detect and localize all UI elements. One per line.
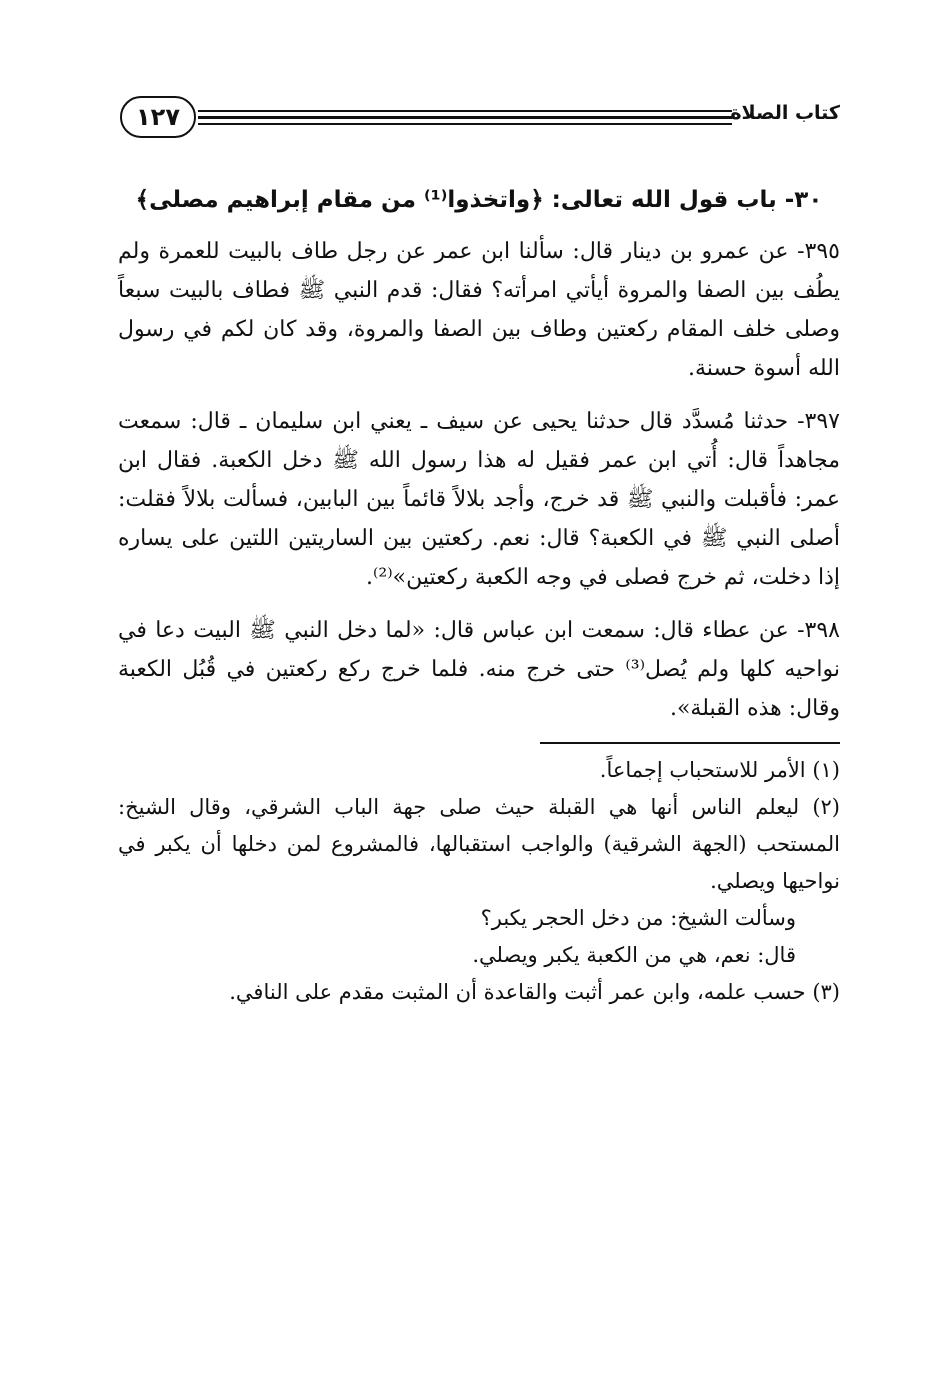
chapter-title: ٣٠- باب قول الله تعالى: ﴿واتخذوا⁽¹⁾ من مقام إبراهيم مصلى﴾ [135,187,823,213]
hadith-395 [118,232,840,388]
page-body [118,180,840,1011]
hadith-397 [118,402,840,597]
footnote-separator [540,742,840,744]
header-rule [198,110,732,112]
footnote-2-question: وسألت الشيخ: من دخل الحجر يكبر؟ [480,906,796,930]
page-number: ١٢٧ [136,103,180,131]
footnote-2-answer: قال: نعم، هي من الكعبة يكبر ويصلي. [472,943,796,967]
footnote-1: (١) الأمر للاستحباب إجماعاً. [599,758,840,782]
footnote-2: (٢) ليعلم الناس أنها هي القبلة حيث صلى جهة الباب الشرقي، وقال الشيخ: المستحب (الجهة الشرقية) والواجب استقبالها، فالمشروع لمن دخلها أن يكبر في نواحيها ويصلي. [118,795,840,893]
hadith-text: ٣٩٧- حدثنا مُسدَّد قال حدثنا يحيى عن سيف ـ يعني ابن سليمان ـ قال: سمعت مجاهداً قال: أُتي ابن عمر فقيل له هذا رسول الله ﷺ دخل الكعبة. فقال ابن عمر: فأقبلت والنبي ﷺ قد خرج، وأجد بلالاً قائماً بين البابين، فسألت بلالاً فقلت: أصلى النبي ﷺ في الكعبة؟ قال: نعم. ركعتين بين الساريتين اللتين على يساره إذا دخلت، ثم خرج فصلى في وجه الكعبة ركعتين»⁽²⁾. [118,409,840,590]
hadith-text: ٣٩٥- عن عمرو بن دينار قال: سألنا ابن عمر عن رجل طاف بالبيت للعمرة ولم يطُف بين الصفا والمروة أيأتي امرأته؟ فقال: قدم النبي ﷺ فطاف بالبيت سبعاً وصلى خلف المقام ركعتين وطاف بين الصفا والمروة، وقد كان لكم في رسول الله أسوة حسنة. [118,239,840,381]
header-rule [198,123,732,125]
footnote-3: (٣) حسب علمه، وابن عمر أثبت والقاعدة أن المثبت مقدم على النافي. [229,980,840,1004]
page-header [120,96,840,146]
hadith-text: ٣٩٨- عن عطاء قال: سمعت ابن عباس قال: «لما دخل النبي ﷺ البيت دعا في نواحيه كلها ولم يُصل⁽³⁾ حتى خرج منه. فلما خرج ركع ركعتين في قُبُل الكعبة وقال: هذه القبلة». [118,618,840,721]
running-title: كتاب الصلاة [730,102,840,124]
page-number-badge [120,96,196,138]
header-rule-thick [198,116,732,119]
hadith-398 [118,611,840,728]
footnotes [118,752,840,1011]
